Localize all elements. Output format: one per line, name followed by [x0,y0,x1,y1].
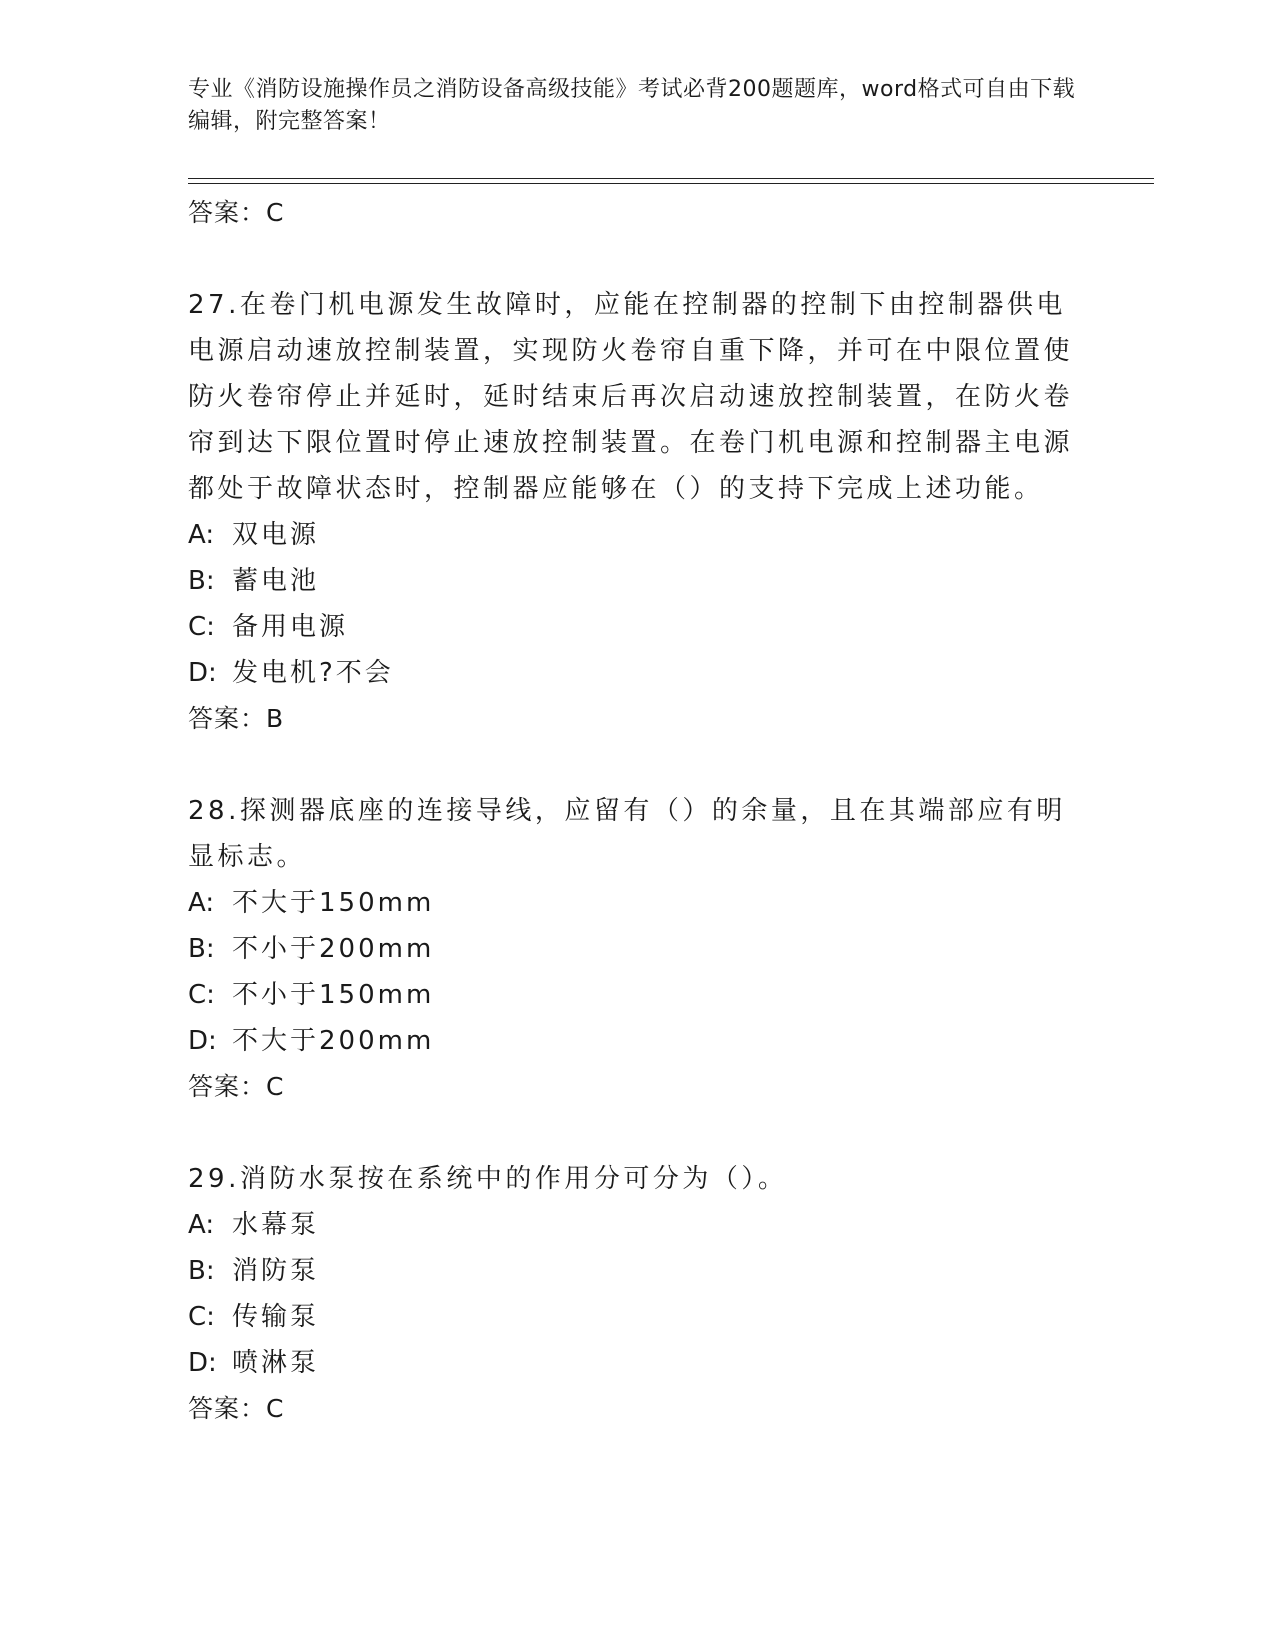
option-a [188,1202,1088,1248]
option-text: 双电源 [232,520,320,550]
option-a [188,512,1088,558]
option-text: 不小于150mm [232,980,435,1010]
question-block [188,788,1088,1110]
option-letter: D: [188,1348,217,1378]
option-letter: C: [188,980,215,1010]
option-d [188,650,1088,696]
spacer [188,742,1088,788]
spacer [188,236,1088,282]
option-text: 不大于200mm [232,1026,435,1056]
option-letter: C: [188,612,215,642]
option-letter: B: [188,934,215,964]
option-letter: A: [188,1210,215,1240]
option-text: 水幕泵 [232,1210,320,1240]
header-rule-bottom [188,183,1154,184]
option-d [188,1340,1088,1386]
answer-line: 答案：C [188,1394,285,1423]
option-text: 传输泵 [232,1302,320,1332]
option-letter: B: [188,1256,215,1286]
question-block [188,1156,1088,1432]
document-header: 专业《消防设施操作员之消防设备高级技能》考试必背200题题库，word格式可自由下载编辑，附完整答案！ [188,77,1076,134]
option-text: 喷淋泵 [232,1348,320,1378]
option-text: 备用电源 [232,612,349,642]
option-text: 不小于200mm [232,934,435,964]
option-text: 消防泵 [232,1256,320,1286]
option-d [188,1018,1088,1064]
question-text: 28.探测器底座的连接导线，应留有（）的余量，且在其端部应有明显标志。 [188,796,1066,872]
question-text: 29.消防水泵按在系统中的作用分可分为（）。 [188,1164,788,1194]
option-a [188,880,1088,926]
option-b [188,1248,1088,1294]
spacer [188,1110,1088,1156]
option-text: 不大于150mm [232,888,435,918]
option-c [188,972,1088,1018]
option-letter: B: [188,566,215,596]
option-letter: D: [188,658,217,688]
option-letter: D: [188,1026,217,1056]
question-block [188,282,1088,742]
question-text: 27.在卷门机电源发生故障时，应能在控制器的控制下由控制器供电电源启动速放控制装置，实现防火卷帘自重下降，并可在中限位置使防火卷帘停止并延时，延时结束后再次启动速放控制装置，在防火卷帘到达下限位置时停止速放控制装置。在卷门机电源和控制器主电源都处于故障状态时，控制器应能够在（）的支持下完成上述功能。 [188,290,1074,504]
option-letter: A: [188,520,215,550]
option-text: 蓄电池 [232,566,320,596]
answer-line: 答案：C [188,198,285,227]
answer-line: 答案：C [188,1072,285,1101]
option-c [188,604,1088,650]
header-rule-top [188,178,1154,179]
answer-line: 答案：B [188,704,285,733]
option-text: 发电机?不会 [232,658,394,688]
option-letter: A: [188,888,215,918]
option-c [188,1294,1088,1340]
document-body [188,190,1088,1432]
option-b [188,926,1088,972]
option-b [188,558,1088,604]
option-letter: C: [188,1302,215,1332]
